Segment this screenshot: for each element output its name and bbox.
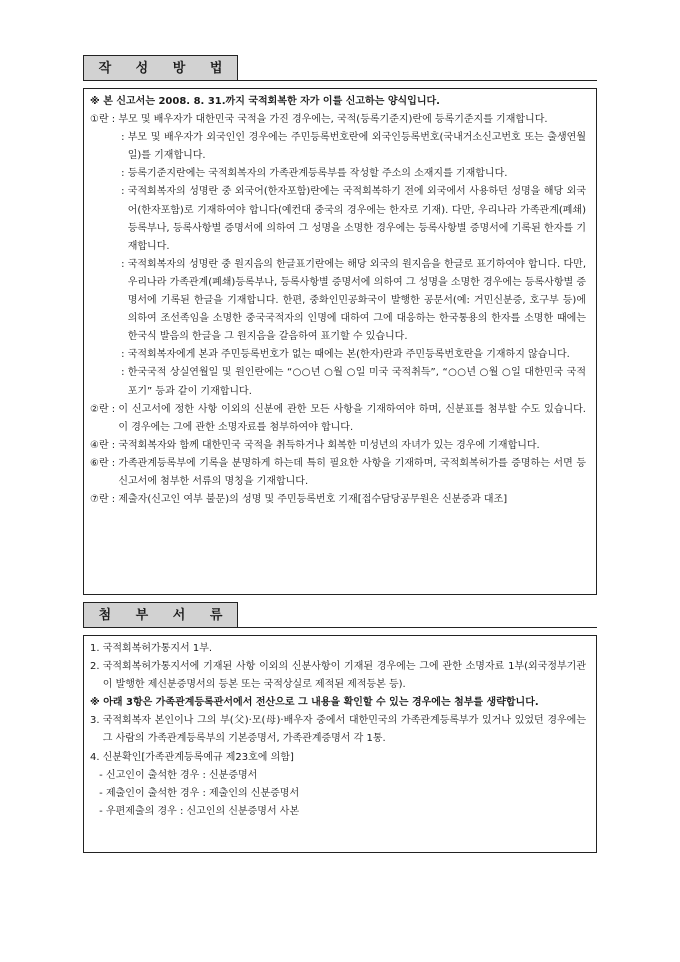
instruction-item-text: 가족관계등록부에 기록을 분명하게 하는데 특히 필요한 사항을 기재하며, 국적회복허가를 증명하는 서면 등 신고서에 첨부한 서류의 명칭을 기재합니다. — [118, 457, 586, 487]
attachment-item — [90, 767, 586, 785]
attachment-item-marker: - — [96, 805, 106, 817]
attachment-item-marker: 2. — [90, 661, 103, 673]
attachment-item-marker: ※ — [90, 697, 104, 709]
instruction-item-marker: ①란 : — [90, 114, 119, 126]
instructions-title-tab — [83, 55, 238, 81]
attachments-title: 첨 부 서 류 — [98, 608, 233, 623]
instruction-item — [90, 111, 586, 129]
attachment-item-marker: 4. — [90, 751, 103, 763]
instruction-item-text: 국적회복자의 성명란 중 원지음의 한글표기란에는 해당 외국의 원지음을 한글로 표기하여야 합니다. 다만, 우리나라 가족관계(폐쇄)등록부나, 등록사항별 증명서에 의하여 그 성명을 소명한 경우에는 등록사항별 증명서에 기록된 한글을 기재합니다. 한편, 중화인민공화국이 발행한 공문서(예: 거민신분증, 호구부 등)에 의하여 조선족임을 소명한 중국국적자의 인명에 대하여 그에 대응하는 한국통용의 한자를 소명한 때에는 한국식 발음의 한글을 그 원지음을 갈음하여 표기할 수 있습니다. — [127, 258, 586, 343]
instruction-item — [90, 455, 586, 491]
attachment-item-text: 신분확인[가족관계등록예규 제23호에 의함] — [102, 751, 294, 763]
attachment-item-text: 제출인이 출석한 경우 : 제출인의 신분증명서 — [105, 787, 300, 799]
attachment-item — [90, 803, 586, 821]
instruction-item-marker: ⑥란 : — [90, 457, 119, 469]
instruction-item-text: 부모 및 배우자가 외국인인 경우에는 주민등록번호란에 외국인등록번호(국내거소신고번호 또는 출생연월일)를 기재합니다. — [127, 132, 586, 162]
attachment-item-marker: - — [96, 769, 106, 781]
attachment-item-text: 신고인이 출석한 경우 : 신분증명서 — [105, 769, 258, 781]
instruction-item — [90, 256, 586, 346]
attachments-list — [90, 640, 586, 821]
attachment-item-text: 우편제출의 경우 : 신고인의 신분증명서 사본 — [105, 805, 300, 817]
instruction-item-marker: : — [118, 258, 128, 270]
instruction-item — [90, 346, 586, 364]
attachment-item-text: 국적회복허가통지서 1부. — [102, 643, 213, 654]
instruction-item-marker: ②란 : — [90, 403, 119, 415]
instruction-item-marker: : — [118, 132, 128, 144]
attachments-title-tab — [83, 602, 238, 628]
attachment-item — [90, 658, 586, 694]
instruction-item-text: 국적회복자의 성명란 중 외국어(한자포함)란에는 국적회복하기 전에 외국에서 사용하던 성명을 해당 외국어(한자포함)로 기재하여야 합니다(예컨대 중국의 경우에는 한자로 기재). 다만, 우리나라 가족관계(폐쇄)등록부나, 등록사항별 증명서에 의하여 그 성명을 소명한 경우에는 등록사항별 증명서에 기록된 한자를 기재합니다. — [127, 186, 586, 252]
instruction-item-marker: ⑦란 : — [90, 494, 119, 506]
attachment-item — [90, 694, 586, 712]
instruction-item-text: 이 신고서에 정한 사항 이외의 신분에 관한 모든 사항을 기재하여야 하며, 신분표를 첨부할 수도 있습니다. 이 경우에는 그에 관한 소명자료를 첨부하여야 합니다. — [118, 403, 586, 433]
instruction-item-marker: : — [118, 349, 128, 361]
attachment-item-text: 아래 3항은 가족관계등록관서에서 전산으로 그 내용을 확인할 수 있는 경우에는 첨부를 생략합니다. — [103, 697, 539, 709]
attachment-item-marker: 1. — [90, 643, 103, 654]
instruction-item — [90, 129, 586, 165]
instruction-item-marker: : — [118, 367, 128, 379]
attachment-item-text: 국적회복자 본인이나 그의 부(父)·모(母)·배우자 중에서 대한민국의 가족관계등록부가 있거나 있었던 경우에는 그 사람의 가족관계등록부의 기본증명서, 가족관계증명서 각 1통. — [102, 715, 586, 745]
instruction-item — [90, 364, 586, 400]
attachment-item-text: 국적회복허가통지서에 기재된 사항 이외의 신분사항이 기재된 경우에는 그에 관한 소명자료 1부(외국정부기관이 발행한 제신분증명서의 등본 또는 국적상실로 제적된 제적등본 등). — [102, 661, 586, 691]
attachment-item-marker: 3. — [90, 715, 103, 727]
instructions-title: 작 성 방 법 — [98, 61, 233, 76]
instruction-item-text: 한국국적 상실연월일 및 원인란에는 “○○년 ○월 ○일 미국 국적취득”, “○○년 ○월 ○일 대한민국 국적포기” 등과 같이 기재합니다. — [127, 367, 586, 397]
instruction-item — [90, 491, 586, 509]
attachment-item-marker: - — [96, 787, 106, 799]
attachment-item — [90, 640, 586, 658]
instruction-item — [90, 165, 586, 183]
instruction-item-marker: : — [118, 168, 128, 180]
attachments-box — [83, 635, 597, 853]
instruction-item-marker: ④란 : — [90, 439, 119, 451]
attachment-item — [90, 749, 586, 767]
instruction-item — [90, 183, 586, 255]
instruction-item-text: 제출자(신고인 여부 불문)의 성명 및 주민등록번호 기재[접수담당공무원은 신분증과 대조] — [118, 494, 508, 506]
attachments-top-rule — [83, 627, 597, 628]
instruction-item-text: 부모 및 배우자가 대한민국 국적을 가진 경우에는, 국적(등록기준지)란에 등록기준지를 기재합니다. — [118, 114, 548, 126]
instructions-intro: ※ 본 신고서는 2008. 8. 31.까지 국적회복한 자가 이를 신고하는 양식입니다. — [90, 96, 440, 107]
instructions-box — [83, 88, 597, 595]
instruction-item — [90, 437, 586, 455]
instructions-list — [90, 111, 586, 509]
instruction-item-marker: : — [118, 186, 128, 198]
instruction-item — [90, 401, 586, 437]
attachment-item — [90, 785, 586, 803]
instruction-item-text: 국적회복자에게 본과 주민등록번호가 없는 때에는 본(한자)란과 주민등록번호란을 기재하지 않습니다. — [127, 349, 570, 361]
attachment-item — [90, 712, 586, 748]
instruction-item-text: 국적회복자와 함께 대한민국 국적을 취득하거나 회복한 미성년의 자녀가 있는 경우에 기재합니다. — [118, 439, 540, 451]
instructions-top-rule — [83, 80, 597, 81]
instruction-item-text: 등록기준지란에는 국적회복자의 가족관계등록부를 작성할 주소의 소재지를 기재합니다. — [127, 168, 508, 180]
